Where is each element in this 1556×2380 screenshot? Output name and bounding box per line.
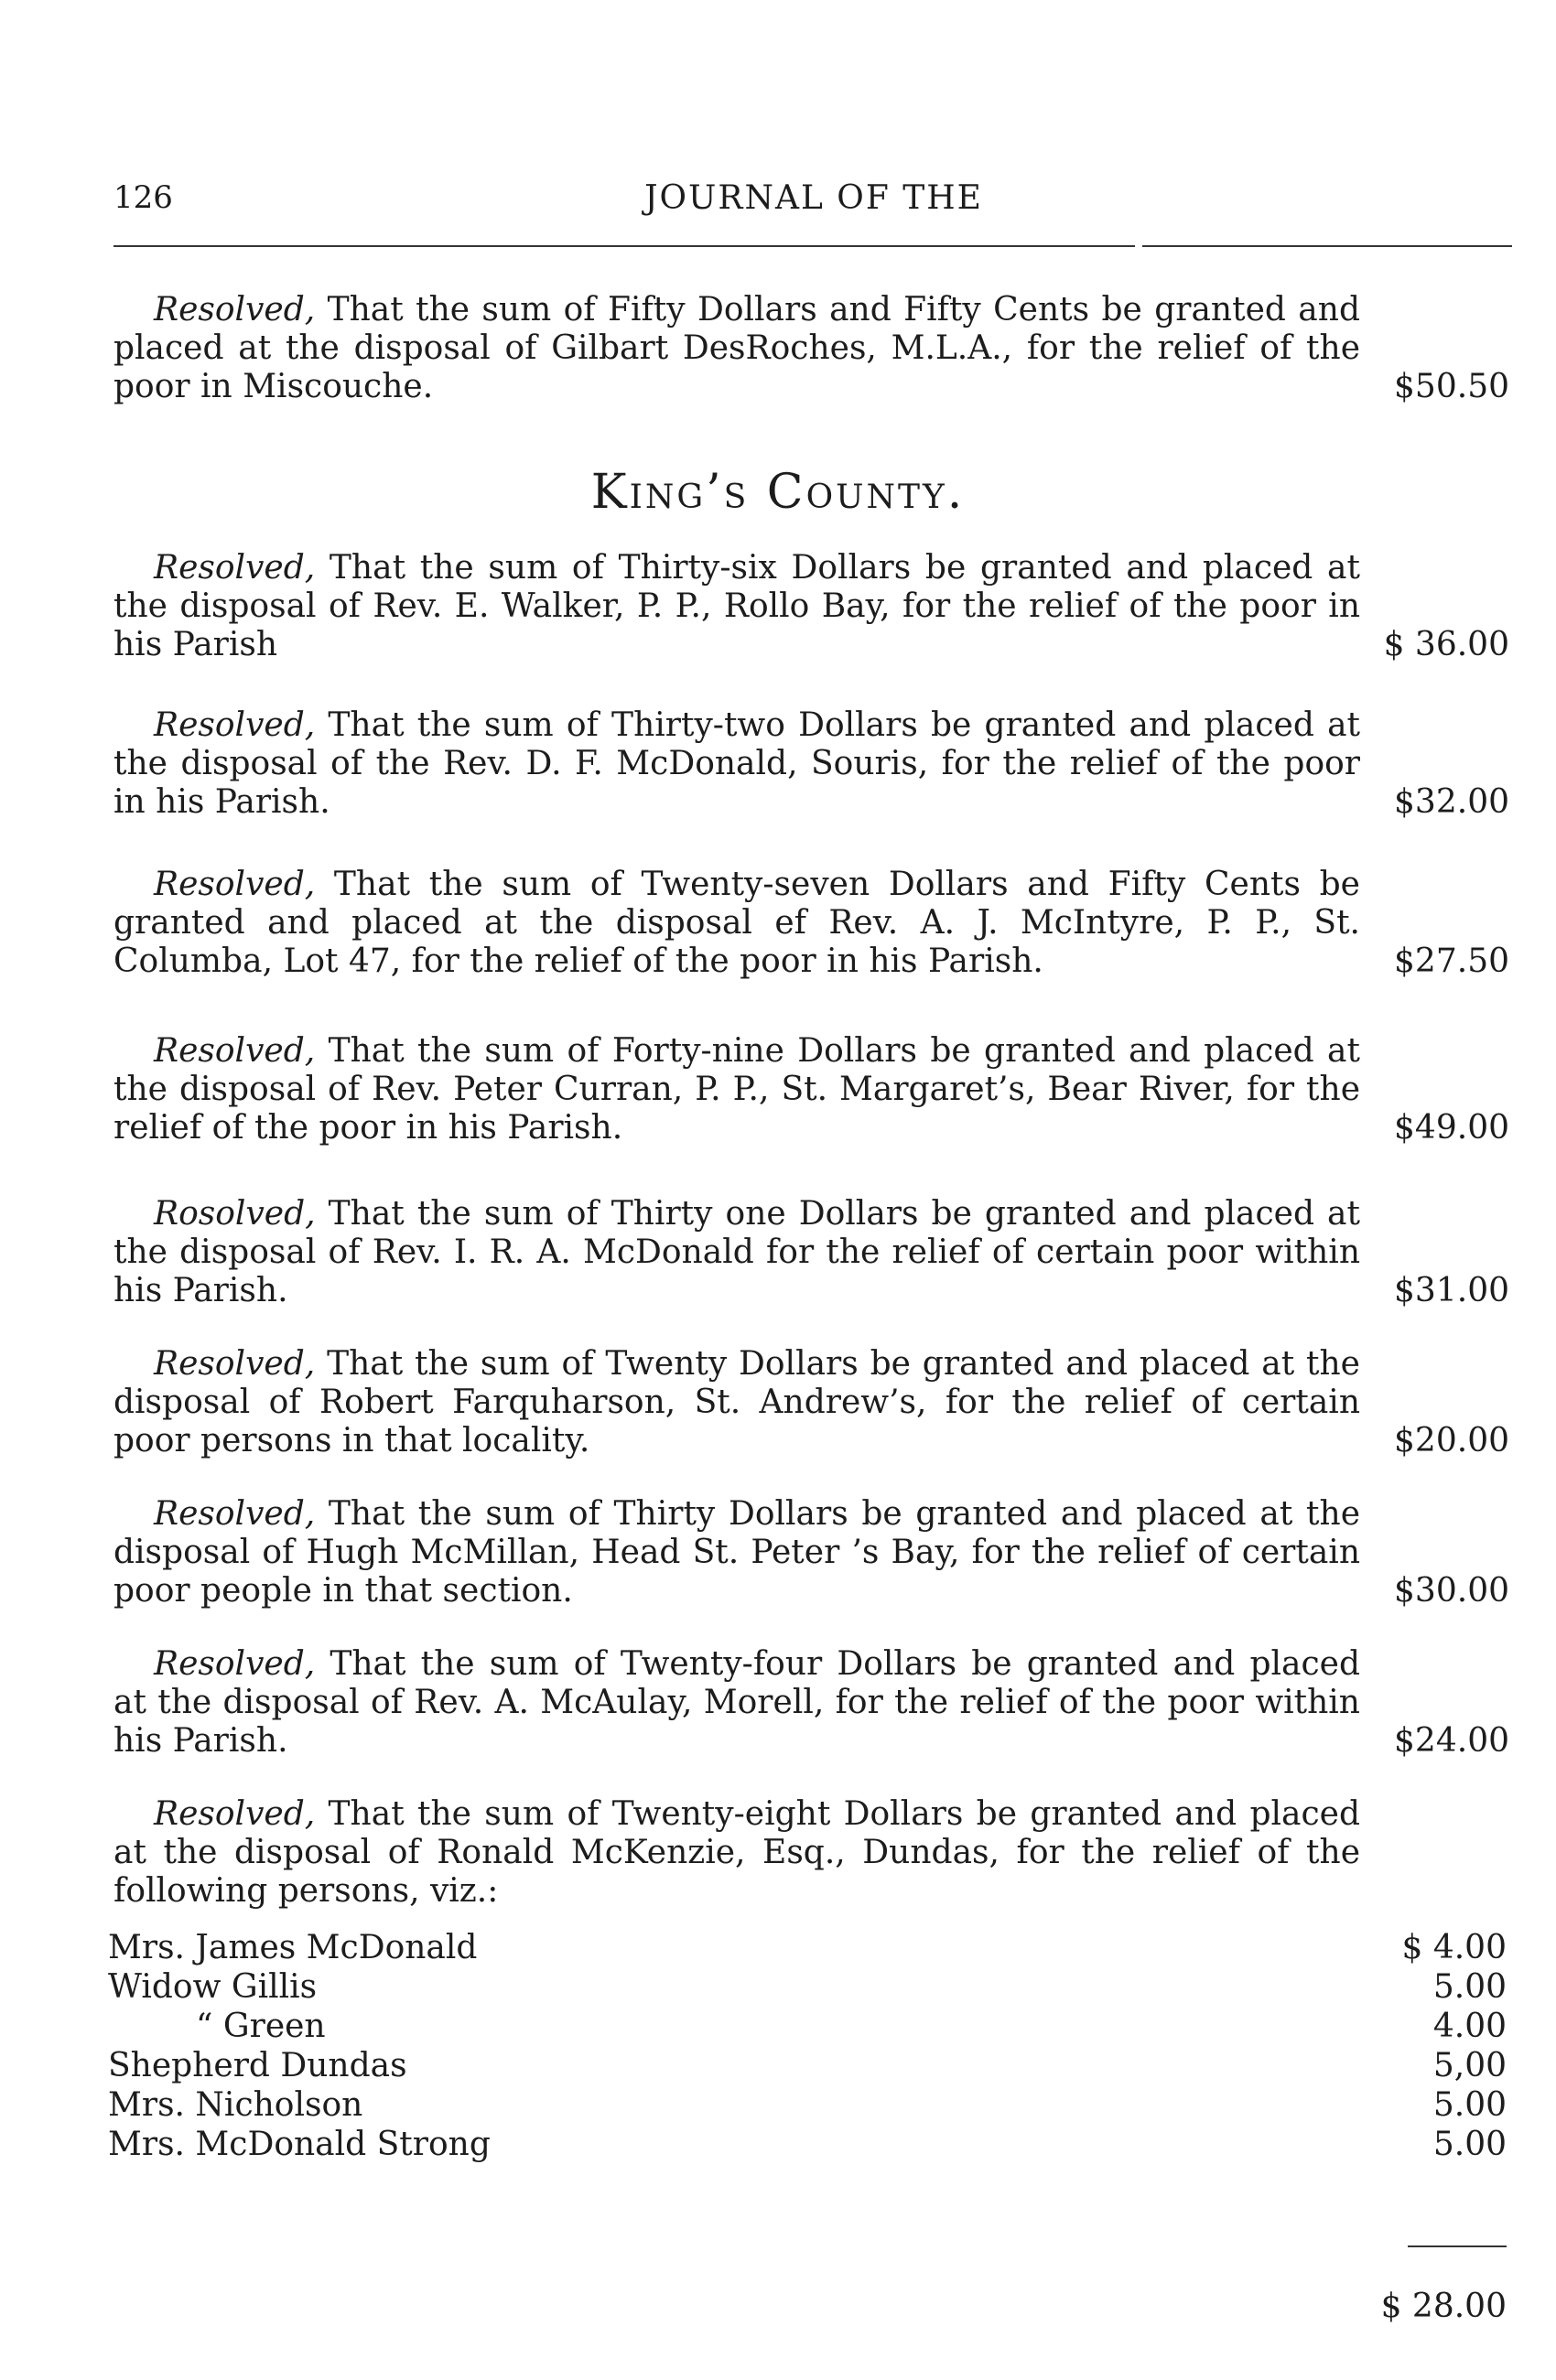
header-rule <box>113 245 1135 247</box>
resolution-text: That the sum of Twenty-four Dollars be granted and placed at the disposal of Rev. A. McAulay, Morell, for the relief of the poor within his Parish. <box>113 1645 1360 1760</box>
recipient-name: Widow Gillis <box>108 1968 318 2006</box>
recipient-amount: $ 4.00 <box>1401 1929 1507 1966</box>
resolution-amount: $49.00 <box>1394 1109 1509 1147</box>
resolved-label: Resolved, <box>154 1795 316 1833</box>
page-header <box>113 179 1514 227</box>
resolution-entry <box>113 549 1509 664</box>
recipient-amount: 5.00 <box>1432 1968 1507 2006</box>
resolution-entry <box>113 1345 1509 1460</box>
resolution-amount: $50.50 <box>1394 368 1509 405</box>
resolved-label: Resolved, <box>154 706 316 744</box>
resolution-entry <box>113 1795 1509 1911</box>
recipient-name: Shepherd Dundas <box>108 2047 407 2084</box>
county-heading: King’s County. <box>590 465 966 520</box>
recipient-amount: 5.00 <box>1432 2086 1507 2124</box>
relief-recipient-row <box>108 2086 1507 2125</box>
resolution-text: That the sum of Twenty-seven Dollars and Fifty Cents be granted and placed at the disposal ef Rev. A. J. McIntyre, P. P., St. Columba, Lot 47, for the relief of the poor in his Parish. <box>113 866 1360 980</box>
resolution-text: That the sum of Twenty Dollars be granted and placed at the disposal of Robert Farquharson, St. Andrew’s, for the relief of certain poor persons in that locality. <box>113 1345 1360 1459</box>
resolution-text: That the sum of Thirty-two Dollars be granted and placed at the disposal of the Rev. D. F. McDonald, Souris, for the relief of the poor in his Parish. <box>113 706 1360 821</box>
resolved-label: Resolved, <box>154 866 316 903</box>
resolved-label: Resolved, <box>154 1645 316 1683</box>
resolved-label: Resolved, <box>154 1345 316 1383</box>
resolution-text: That the sum of Thirty-six Dollars be granted and placed at the disposal of Rev. E. Walker, P. P., Rollo Bay, for the relief of the poor in his Parish <box>113 549 1360 663</box>
running-head: JOURNAL OF THE <box>644 179 983 217</box>
relief-recipient-row <box>108 2126 1507 2164</box>
recipient-amount: 4.00 <box>1432 2008 1507 2045</box>
resolution-text: That the sum of Twenty-eight Dollars be granted and placed at the disposal of Ronald McKenzie, Esq., Dundas, for the relief of the following persons, viz.: <box>113 1795 1360 1910</box>
recipient-name: Mrs. McDonald Strong <box>108 2126 491 2163</box>
resolution-amount: $32.00 <box>1394 783 1509 821</box>
total-amount: $ 28.00 <box>1380 2288 1507 2325</box>
relief-recipient-row <box>108 2047 1507 2085</box>
resolution-text: That the sum of Fifty Dollars and Fifty Cents be granted and placed at the disposal of Gilbart DesRoches, M.L.A., for the relief of the poor in Miscouche. <box>113 291 1361 405</box>
recipient-name: Mrs. Nicholson <box>108 2086 363 2124</box>
resolution-amount: $30.00 <box>1394 1572 1509 1610</box>
resolution-entry <box>113 1195 1509 1310</box>
resolution-entry <box>113 1645 1509 1761</box>
resolution-amount: $ 36.00 <box>1383 626 1509 663</box>
resolution-amount: $20.00 <box>1394 1422 1509 1459</box>
resolution-text: That the sum of Forty-nine Dollars be granted and placed at the disposal of Rev. Peter Curran, P. P., St. Margaret’s, Bear River, for the relief of the poor in his Parish. <box>113 1032 1360 1147</box>
resolved-label: Resolved, <box>154 1495 316 1533</box>
relief-recipient-row <box>108 1968 1507 2007</box>
resolved-label: Resolved, <box>154 1032 316 1070</box>
resolution-entry <box>113 291 1509 406</box>
recipient-amount: 5.00 <box>1432 2126 1507 2163</box>
resolution-entry <box>113 1032 1509 1147</box>
resolution-text: That the sum of Thirty Dollars be granted and placed at the disposal of Hugh McMillan, Head St. Peter ’s Bay, for the relief of certain poor people in that section. <box>113 1495 1361 1610</box>
resolution-text: That the sum of Thirty one Dollars be granted and placed at the disposal of Rev. I. R. A. McDonald for the relief of certain poor within his Parish. <box>113 1195 1360 1309</box>
resolution-amount: $31.00 <box>1394 1272 1509 1309</box>
resolved-label: Resolved, <box>154 549 316 587</box>
header-rule-right <box>1142 245 1512 247</box>
recipient-name: Mrs. James McDonald <box>108 1929 478 1966</box>
page-number: 126 <box>113 179 173 216</box>
resolution-entry <box>113 706 1509 822</box>
resolution-amount: $27.50 <box>1394 942 1509 980</box>
sum-rule <box>1408 2245 1507 2247</box>
resolution-entry <box>113 866 1509 981</box>
relief-recipient-row <box>108 1929 1507 1967</box>
recipient-name: “ Green <box>196 2008 326 2045</box>
resolution-entry <box>113 1495 1509 1610</box>
recipient-amount: 5,00 <box>1432 2047 1507 2084</box>
resolved-label: Resolved, <box>154 291 316 328</box>
resolution-amount: $24.00 <box>1394 1722 1509 1760</box>
relief-recipient-row <box>108 2008 1507 2046</box>
resolved-label: Rosolved, <box>154 1195 316 1233</box>
